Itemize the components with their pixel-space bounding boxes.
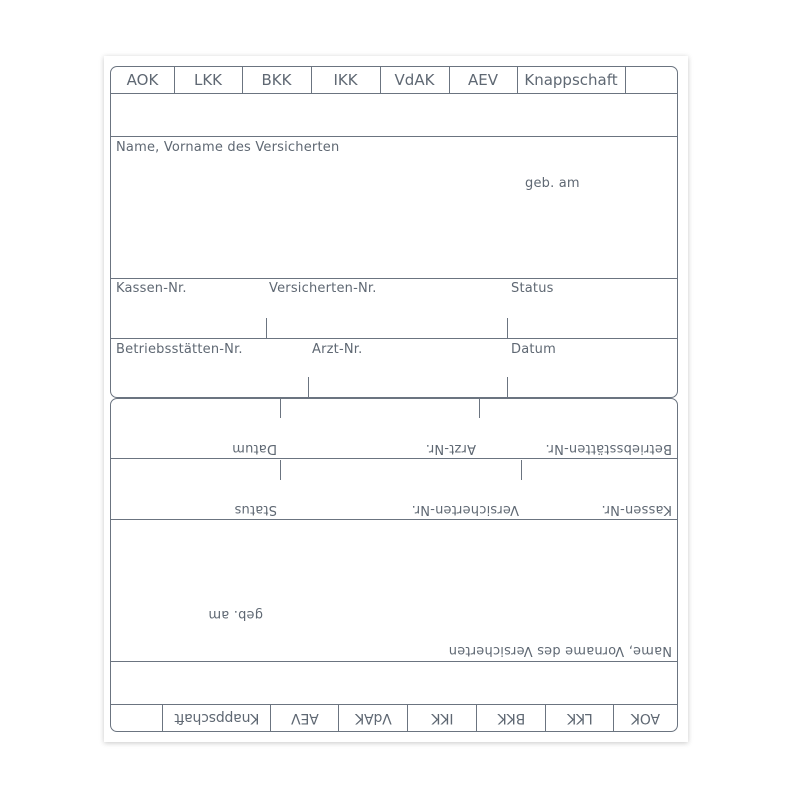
tab-ikk[interactable]: IKK bbox=[333, 71, 358, 89]
insurance-form-upper bbox=[110, 66, 678, 398]
tab-bkk[interactable]: BKK bbox=[497, 710, 526, 726]
status-label: Status bbox=[511, 281, 554, 296]
field-tick bbox=[479, 398, 480, 418]
tab-vdak[interactable]: VdAK bbox=[394, 71, 435, 89]
name-label: Name, Vorname des Versicherten bbox=[116, 140, 340, 155]
betriebsstaetten-nr-label: Betriebsstätten-Nr. bbox=[545, 441, 672, 456]
insurance-form-lower bbox=[110, 398, 678, 732]
header-field-divider bbox=[111, 136, 677, 137]
header-field-divider bbox=[111, 661, 677, 662]
betriebsstaetten-nr-label: Betriebsstätten-Nr. bbox=[116, 342, 243, 357]
insurance-row-divider bbox=[111, 458, 677, 459]
field-tick bbox=[280, 460, 281, 480]
tab-knappschaft[interactable]: Knappschaft bbox=[174, 710, 260, 726]
tab-aev[interactable]: AEV bbox=[291, 710, 319, 726]
tab-aev[interactable]: AEV bbox=[468, 71, 498, 89]
tab-lkk[interactable]: LKK bbox=[193, 71, 223, 89]
field-tick bbox=[521, 460, 522, 480]
arzt-nr-label: Arzt-Nr. bbox=[425, 441, 476, 456]
versicherten-nr-label: Versicherten-Nr. bbox=[411, 502, 519, 517]
field-tick bbox=[507, 318, 508, 338]
tab-aok[interactable]: AOK bbox=[126, 71, 159, 89]
status-label: Status bbox=[234, 502, 277, 517]
name-field-divider bbox=[111, 519, 677, 520]
birth-date-label: geb. am bbox=[525, 176, 580, 191]
birth-date-label: geb. am bbox=[208, 607, 263, 622]
tab-lkk[interactable]: LKK bbox=[567, 710, 593, 726]
kassen-nr-label: Kassen-Nr. bbox=[116, 281, 187, 296]
tab-aok[interactable]: AOK bbox=[631, 710, 660, 726]
field-tick bbox=[308, 377, 309, 397]
tab-ikk[interactable]: IKK bbox=[431, 710, 454, 726]
field-tick bbox=[280, 398, 281, 418]
name-field-divider bbox=[111, 278, 677, 279]
name-label: Name, Vorname des Versicherten bbox=[448, 643, 672, 658]
datum-label: Datum bbox=[232, 441, 277, 456]
arzt-nr-label: Arzt-Nr. bbox=[312, 342, 363, 357]
insurance-row-divider bbox=[111, 338, 677, 339]
tab-bkk[interactable]: BKK bbox=[261, 71, 292, 89]
tab-knappschaft[interactable]: Knappschaft bbox=[524, 71, 618, 89]
kassen-nr-label: Kassen-Nr. bbox=[601, 502, 672, 517]
datum-label: Datum bbox=[511, 342, 556, 357]
field-tick bbox=[266, 318, 267, 338]
tab-separator bbox=[625, 67, 626, 93]
field-tick bbox=[507, 377, 508, 397]
tab-vdak[interactable]: VdAK bbox=[355, 710, 392, 726]
versicherten-nr-label: Versicherten-Nr. bbox=[269, 281, 377, 296]
